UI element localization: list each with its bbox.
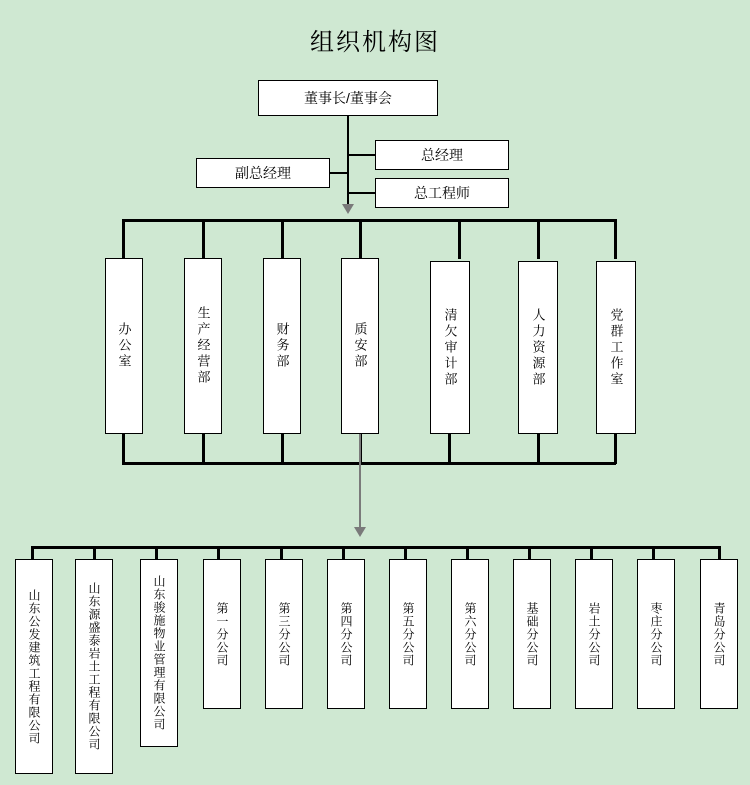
sub-drop-1 (31, 546, 34, 560)
sub-box-8 (451, 559, 489, 709)
sub-box-6 (327, 559, 365, 709)
sub-label-4: 第一分公司 (215, 601, 229, 667)
sub-label-8: 第六分公司 (463, 601, 477, 667)
sub-label-10: 岩土分公司 (587, 601, 601, 667)
sub-label-5: 第三分公司 (277, 601, 291, 667)
dept-box-1 (105, 258, 143, 434)
dept-box-4 (341, 258, 379, 434)
sub-label-12: 青岛分公司 (712, 601, 726, 667)
node-general-manager-label: 总经理 (421, 147, 463, 163)
sub-drop-2 (93, 546, 96, 560)
dept-drop-2 (202, 219, 205, 259)
sub-box-9 (513, 559, 551, 709)
node-chief-engineer (375, 178, 509, 208)
connector-to-gm (347, 154, 375, 156)
dept-label-7: 党群工作室 (608, 307, 624, 388)
dept-drop-1 (122, 219, 125, 259)
dept-drop-3 (281, 219, 284, 259)
dept-label-1: 办公室 (116, 322, 132, 370)
dept-drop-7 (614, 219, 617, 259)
dept-label-5: 清欠审计部 (442, 307, 458, 388)
connector-chairman-down (347, 116, 349, 212)
dept-drop-6 (537, 219, 540, 259)
sub-drop-7 (404, 546, 407, 560)
dept-uplink-7 (614, 434, 617, 464)
sub-box-12 (700, 559, 738, 709)
sub-drop-3 (155, 546, 158, 560)
sub-box-11 (637, 559, 675, 709)
dept-drop-5 (458, 219, 461, 259)
sub-box-2 (75, 559, 113, 774)
node-chairman-label: 董事长/董事会 (304, 90, 392, 106)
connector-departments-to-subsidiaries (359, 434, 361, 533)
subsidiary-bus (31, 546, 721, 549)
dept-label-2: 生产经营部 (195, 306, 211, 386)
dept-label-6: 人力资源部 (530, 307, 546, 388)
dept-box-3 (263, 258, 301, 434)
sub-label-11: 枣庄分公司 (649, 601, 663, 667)
dept-bus-top (122, 219, 616, 222)
dept-box-6 (518, 261, 558, 434)
sub-box-1 (15, 559, 53, 774)
dept-label-3: 财务部 (274, 322, 290, 370)
dept-uplink-2 (202, 434, 205, 464)
sub-box-10 (575, 559, 613, 709)
dept-uplink-5 (448, 434, 451, 464)
sub-label-2: 山东源盛泰岩土工程有限公司 (87, 582, 101, 751)
sub-label-7: 第五分公司 (401, 601, 415, 667)
arrow-to-departments (342, 204, 354, 214)
sub-box-3 (140, 559, 178, 747)
dept-uplink-1 (122, 434, 125, 464)
sub-label-9: 基础分公司 (525, 601, 539, 667)
sub-drop-10 (590, 546, 593, 560)
sub-drop-11 (652, 546, 655, 560)
sub-box-7 (389, 559, 427, 709)
connector-to-chief-engineer (347, 192, 375, 194)
dept-bus-bottom (122, 462, 616, 465)
sub-label-3: 山东骏施物业管理有限公司 (152, 575, 166, 731)
dept-drop-4 (359, 219, 362, 259)
node-deputy-gm (196, 158, 330, 188)
node-chief-engineer-label: 总工程师 (414, 185, 470, 201)
sub-drop-5 (280, 546, 283, 560)
dept-uplink-3 (281, 434, 284, 464)
node-deputy-gm-label: 副总经理 (235, 165, 291, 181)
dept-label-4: 质安部 (352, 322, 368, 370)
sub-drop-12 (718, 546, 721, 560)
arrow-to-subsidiaries (354, 527, 366, 537)
sub-drop-8 (466, 546, 469, 560)
sub-drop-4 (217, 546, 220, 560)
dept-box-5 (430, 261, 470, 434)
dept-box-2 (184, 258, 222, 434)
page-title: 组织机构图 (310, 29, 440, 56)
dept-uplink-6 (537, 434, 540, 464)
sub-drop-9 (528, 546, 531, 560)
sub-box-4 (203, 559, 241, 709)
node-chairman (258, 80, 438, 116)
node-general-manager (375, 140, 509, 170)
sub-box-5 (265, 559, 303, 709)
sub-drop-6 (342, 546, 345, 560)
dept-box-7 (596, 261, 636, 434)
sub-label-1: 山东公发建筑工程有限公司 (27, 588, 41, 745)
sub-label-6: 第四分公司 (339, 601, 353, 667)
